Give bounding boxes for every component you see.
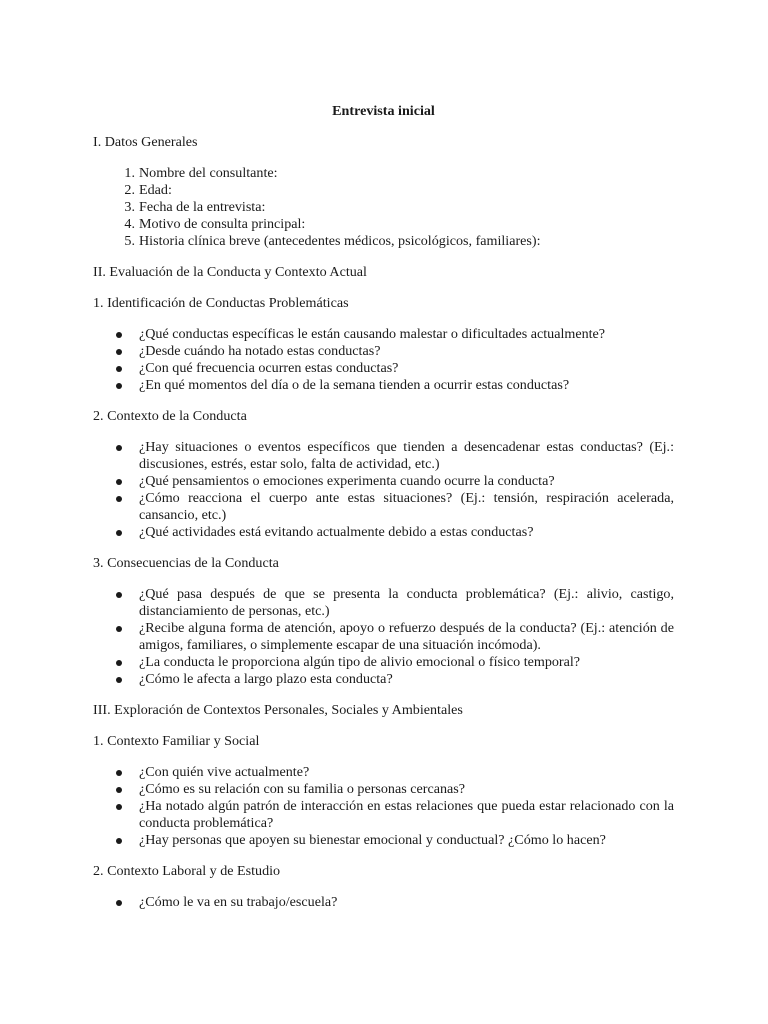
item-text: Historia clínica breve (antecedentes médicos, psicológicos, familiares): — [139, 233, 541, 249]
item-text: Motivo de consulta principal: — [139, 216, 306, 232]
bullet-icon — [116, 804, 122, 810]
bullet-icon — [116, 349, 122, 355]
section-heading-evaluacion: II. Evaluación de la Conducta y Contexto Actual — [93, 264, 367, 280]
bullet-icon — [116, 383, 122, 389]
section-heading-exploracion: III. Exploración de Contextos Personales, Sociales y Ambientales — [93, 702, 463, 718]
bullet-item: ¿La conducta le proporciona algún tipo de alivio emocional o físico temporal? — [93, 654, 674, 671]
bullet-icon — [116, 445, 122, 451]
bullet-item: ¿Cómo le va en su trabajo/escuela? — [93, 894, 674, 911]
bullet-icon — [116, 366, 122, 372]
item-number: 5. — [124, 233, 135, 249]
numbered-item — [93, 233, 674, 250]
subsection-heading-familiar-social: 1. Contexto Familiar y Social — [93, 733, 260, 749]
bullet-icon — [116, 838, 122, 844]
item-number: 4. — [124, 216, 135, 232]
subsection-heading-consecuencias: 3. Consecuencias de la Conducta — [93, 555, 279, 571]
bullet-icon — [116, 900, 122, 906]
item-number: 2. — [124, 182, 135, 198]
bullet-item: ¿Cómo le afecta a largo plazo esta conducta? — [93, 671, 674, 688]
item-text: Edad: — [139, 182, 172, 198]
bullet-item: ¿Hay personas que apoyen su bienestar emocional y conductual? ¿Cómo lo hacen? — [93, 832, 674, 849]
bullet-item: ¿Qué pasa después de que se presenta la conducta problemática? (Ej.: alivio, castigo, distanciamiento de personas, etc.) — [93, 586, 674, 620]
bullet-icon — [116, 660, 122, 666]
item-number: 3. — [124, 199, 135, 215]
bullet-icon — [116, 592, 122, 598]
bullet-item: ¿En qué momentos del día o de la semana tienden a ocurrir estas conductas? — [93, 377, 674, 394]
bullet-item: ¿Qué actividades está evitando actualmente debido a estas conductas? — [93, 524, 674, 541]
bullet-item: ¿Con quién vive actualmente? — [93, 764, 674, 781]
numbered-item — [93, 182, 674, 199]
bullet-item: ¿Qué conductas específicas le están causando malestar o dificultades actualmente? — [93, 326, 674, 343]
bullet-item: ¿Qué pensamientos o emociones experimenta cuando ocurre la conducta? — [93, 473, 674, 490]
document-title: Entrevista inicial — [332, 103, 435, 119]
datos-generales-list — [93, 165, 674, 250]
bullet-icon — [116, 677, 122, 683]
bullet-item: ¿Ha notado algún patrón de interacción en estas relaciones que pueda estar relacionado con la conducta problemática? — [93, 798, 674, 832]
laboral-estudio-bullets — [93, 894, 674, 911]
familiar-social-bullets — [93, 764, 674, 849]
bullet-item: ¿Cómo reacciona el cuerpo ante estas situaciones? (Ej.: tensión, respiración acelerada, cansancio, etc.) — [93, 490, 674, 524]
numbered-item — [93, 216, 674, 233]
item-text: Fecha de la entrevista: — [139, 199, 266, 215]
bullet-icon — [116, 626, 122, 632]
item-number: 1. — [124, 165, 135, 181]
bullet-icon — [116, 479, 122, 485]
subsection-heading-laboral-estudio: 2. Contexto Laboral y de Estudio — [93, 863, 281, 879]
subsection-heading-identificacion: 1. Identificación de Conductas Problemáticas — [93, 295, 349, 311]
bullet-item: ¿Desde cuándo ha notado estas conductas? — [93, 343, 674, 360]
bullet-icon — [116, 530, 122, 536]
bullet-icon — [116, 787, 122, 793]
numbered-item — [93, 199, 674, 216]
bullet-icon — [116, 496, 122, 502]
section-heading-datos-generales: I. Datos Generales — [93, 134, 198, 150]
item-text: Nombre del consultante: — [139, 165, 278, 181]
bullet-icon — [116, 770, 122, 776]
bullet-item: ¿Con qué frecuencia ocurren estas conductas? — [93, 360, 674, 377]
bullet-item: ¿Hay situaciones o eventos específicos que tienden a desencadenar estas conductas? (Ej.: discusiones, estrés, estar solo, falta de actividad, etc.) — [93, 439, 674, 473]
bullet-item: ¿Cómo es su relación con su familia o personas cercanas? — [93, 781, 674, 798]
subsection-heading-contexto-conducta: 2. Contexto de la Conducta — [93, 408, 247, 424]
identificacion-bullets — [93, 326, 674, 394]
bullet-icon — [116, 332, 122, 338]
bullet-item: ¿Recibe alguna forma de atención, apoyo o refuerzo después de la conducta? (Ej.: atención de amigos, familiares, o simplemente escapar de una situación incómoda). — [93, 620, 674, 654]
consecuencias-bullets — [93, 586, 674, 688]
contexto-conducta-bullets — [93, 439, 674, 541]
numbered-item — [93, 165, 674, 182]
